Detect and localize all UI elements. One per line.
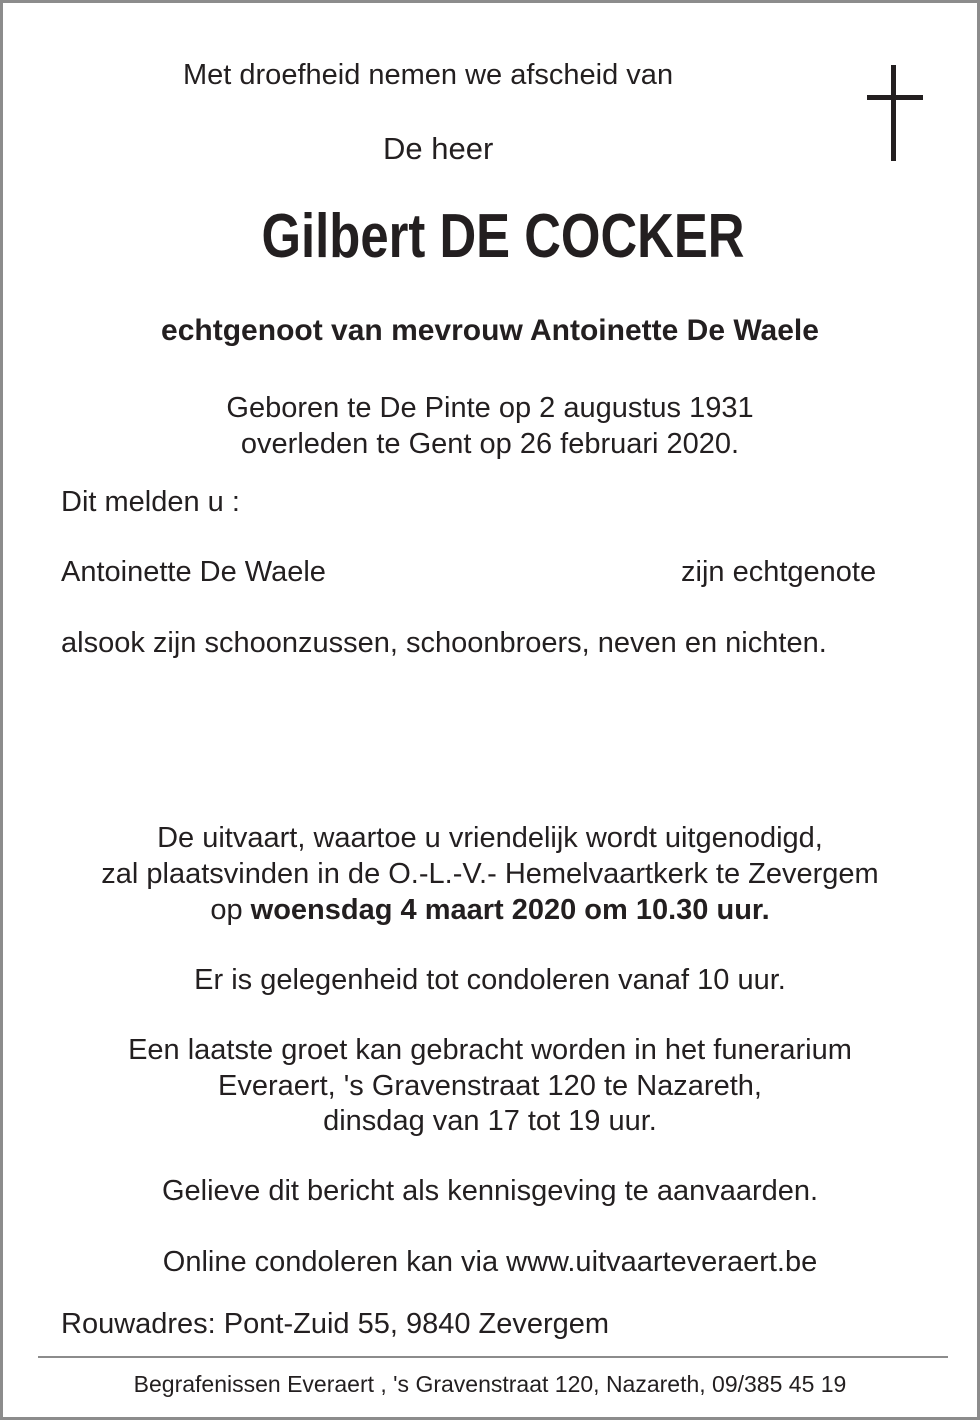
funeral-line-2: zal plaatsvinden in de O.-L.-V.- Hemelvaartkerk te Zevergem bbox=[101, 858, 879, 890]
footer-text: Begrafenissen Everaert , 's Gravenstraat 120, Nazareth, 09/385 45 19 bbox=[133, 1371, 847, 1397]
death-line: overleden te Gent op 26 februari 2020. bbox=[240, 428, 740, 460]
intro-text: Met droefheid nemen we afscheid van bbox=[183, 59, 674, 91]
funeral-line-3 bbox=[3, 892, 977, 928]
funeral-date: woensdag 4 maart 2020 om 10.30 uur. bbox=[250, 894, 770, 926]
also-text: alsook zijn schoonzussen, schoonbroers, neven en nichten. bbox=[61, 627, 827, 659]
birth-line: Geboren te De Pinte op 2 augustus 1931 bbox=[226, 392, 754, 424]
condolence-time: Er is gelegenheid tot condoleren vanaf 10 uur. bbox=[194, 964, 786, 996]
funeral-line-1: De uitvaart, waartoe u vriendelijk wordt uitgenodigd, bbox=[157, 822, 823, 854]
cross-icon-bar bbox=[867, 95, 923, 100]
cross-icon bbox=[891, 65, 896, 161]
visit-line-3: dinsdag van 17 tot 19 uur. bbox=[323, 1105, 657, 1137]
notice-text: Gelieve dit bericht als kennisgeving te aanvaarden. bbox=[161, 1175, 819, 1207]
mourning-address: Rouwadres: Pont-Zuid 55, 9840 Zevergem bbox=[61, 1308, 610, 1340]
deceased-name: Gilbert DE COCKER bbox=[261, 202, 745, 271]
funeral-date-prefix: op bbox=[210, 894, 251, 926]
online-condolence: Online condoleren kan via www.uitvaarteveraert.be bbox=[162, 1246, 818, 1278]
title-prefix: De heer bbox=[383, 131, 494, 166]
footer-divider bbox=[38, 1356, 948, 1358]
visit-line-1: Een laatste groet kan gebracht worden in het funerarium bbox=[128, 1034, 852, 1066]
spouse-line: echtgenoot van mevrouw Antoinette De Waele bbox=[161, 314, 819, 347]
family-member-name: Antoinette De Waele bbox=[61, 556, 326, 588]
visit-line-2: Everaert, 's Gravenstraat 120 te Nazareth, bbox=[218, 1070, 762, 1102]
announce-text: Dit melden u : bbox=[61, 486, 240, 518]
family-member-relation: zijn echtgenote bbox=[681, 556, 877, 588]
